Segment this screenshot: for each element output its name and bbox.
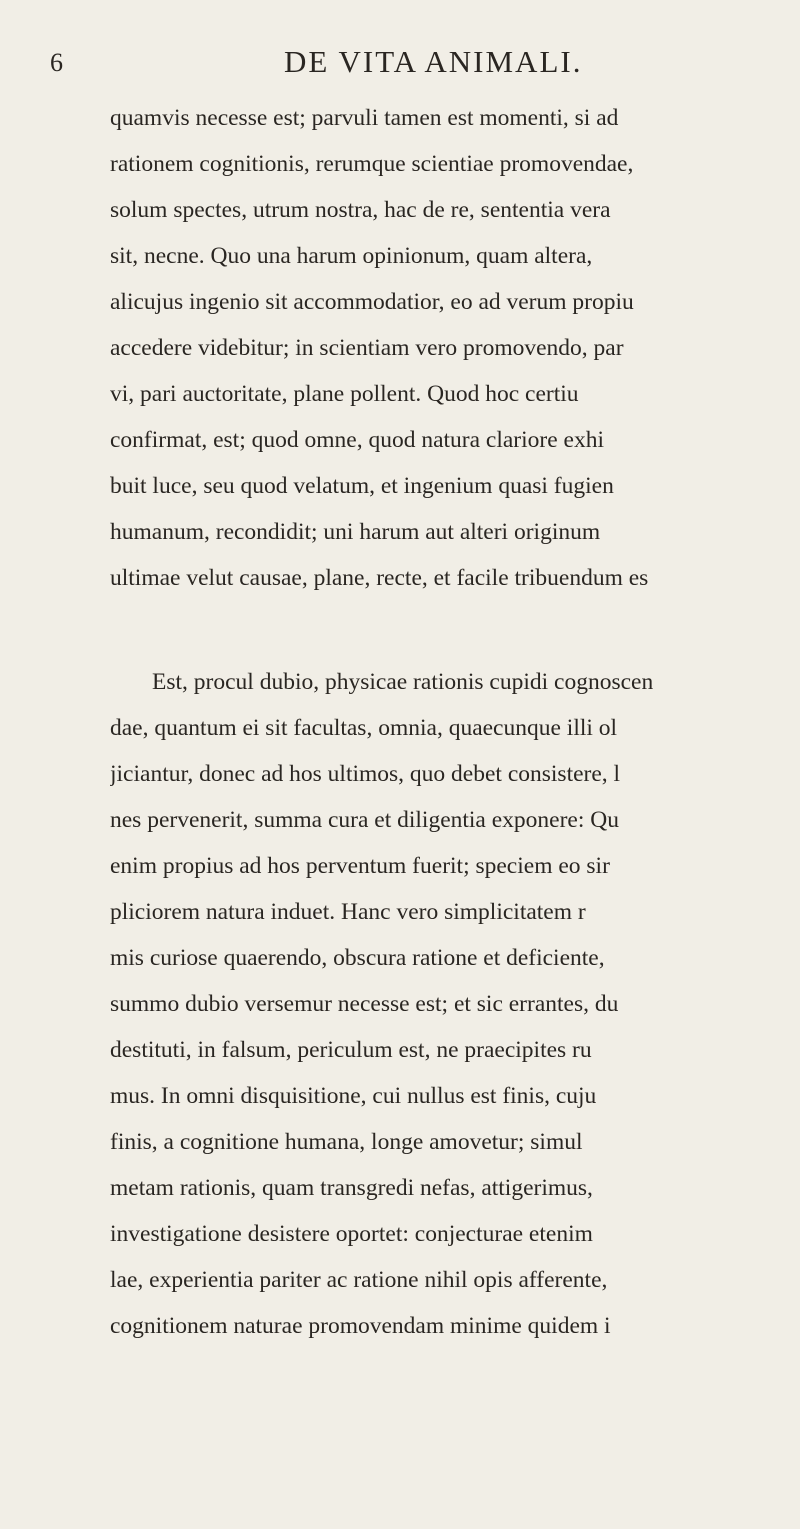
text-line: rationem cognitionis, rerumque scientiae promovendae,: [110, 151, 634, 177]
text-line: summo dubio versemur necesse est; et sic errantes, du: [110, 991, 619, 1017]
text-line: jiciantur, donec ad hos ultimos, quo debet consistere, l: [110, 761, 621, 787]
text-line: Est, procul dubio, physicae rationis cupidi cognoscen: [152, 669, 654, 695]
text-line: mus. In omni disquisitione, cui nullus est finis, cuju: [110, 1083, 597, 1109]
page-number: 6: [50, 48, 63, 77]
text-line: solum spectes, utrum nostra, hac de re, sententia vera: [110, 197, 611, 223]
text-line: enim propius ad hos perventum fuerit; speciem eo sir: [110, 853, 610, 879]
text-line: humanum, recondidit; uni harum aut alteri originum: [110, 519, 601, 545]
text-line: alicujus ingenio sit accommodatior, eo ad verum propiu: [110, 289, 634, 315]
text-line: buit luce, seu quod velatum, et ingenium quasi fugien: [110, 473, 614, 499]
text-line: destituti, in falsum, periculum est, ne praecipites ru: [110, 1037, 592, 1063]
text-line: accedere videbitur; in scientiam vero promovendo, par: [110, 335, 624, 361]
text-line: vi, pari auctoritate, plane pollent. Quod hoc certiu: [110, 381, 579, 407]
text-line: metam rationis, quam transgredi nefas, attigerimus,: [110, 1175, 593, 1201]
text-line: finis, a cognitione humana, longe amovetur; simul: [110, 1129, 583, 1155]
text-line: dae, quantum ei sit facultas, omnia, quaecunque illi ol: [110, 715, 618, 741]
body-text: [110, 95, 800, 1349]
paragraph-spacer: [110, 601, 800, 659]
text-line: nes pervenerit, summa cura et diligentia exponere: Qu: [110, 807, 619, 833]
text-line: investigatione desistere oportet: conjecturae etenim: [110, 1221, 593, 1247]
running-head: [50, 44, 800, 94]
text-line: mis curiose quaerendo, obscura ratione et deficiente,: [110, 945, 605, 971]
text-line: lae, experientia pariter ac ratione nihil opis afferente,: [110, 1267, 608, 1293]
text-line: ultimae velut causae, plane, recte, et facile tribuendum es: [110, 565, 649, 591]
paragraph-2: [110, 659, 800, 1349]
text-line: confirmat, est; quod omne, quod natura clariore exhi: [110, 427, 604, 453]
running-title: DE VITA ANIMALI.: [284, 44, 583, 79]
text-line: cognitionem naturae promovendam minime quidem i: [110, 1313, 611, 1339]
text-line: sit, necne. Quo una harum opinionum, quam altera,: [110, 243, 593, 269]
paragraph-1: [110, 95, 800, 601]
text-line: pliciorem natura induet. Hanc vero simplicitatem r: [110, 899, 586, 925]
text-line: quamvis necesse est; parvuli tamen est momenti, si ad: [110, 105, 619, 131]
